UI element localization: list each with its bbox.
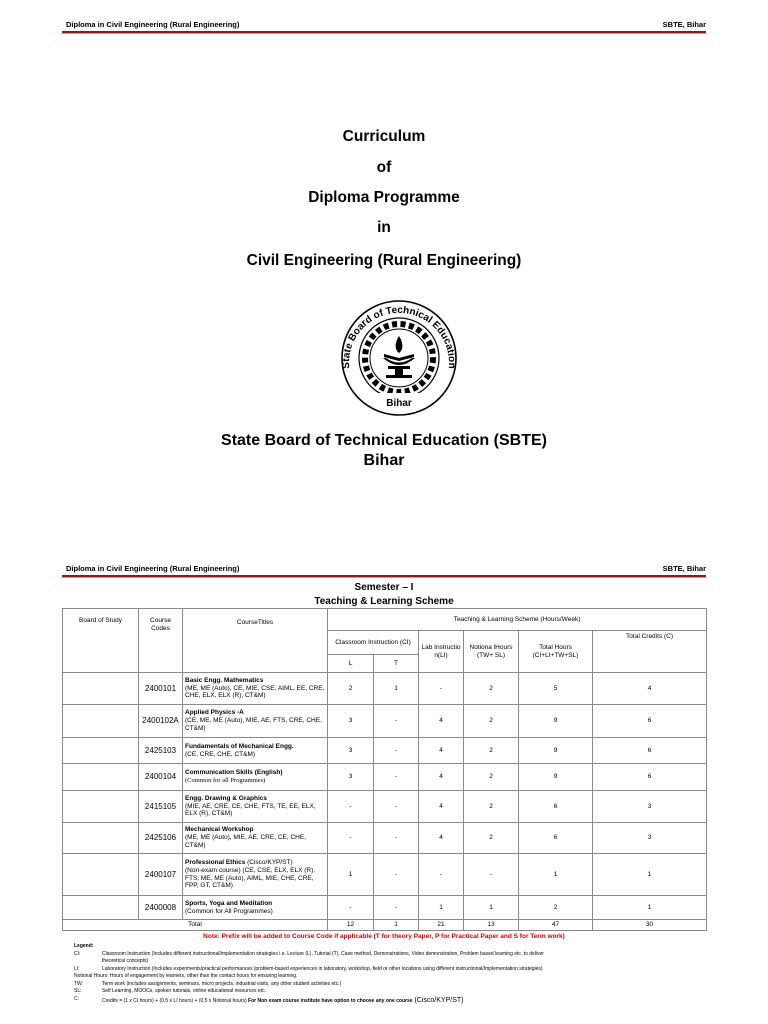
- page1-header: [66, 20, 706, 29]
- cell-nh: 2: [464, 673, 519, 705]
- cell-th: 5: [519, 673, 593, 705]
- cell-t: 1: [374, 673, 419, 705]
- table-row: [63, 673, 707, 705]
- course-code: 2425106: [139, 823, 183, 854]
- cell-c: 3: [593, 791, 707, 823]
- legend-tw-text: Term work (includes assignments, seminars, micro projects, industrial visits, any other student activities etc.): [102, 980, 342, 987]
- cover-title-line-2: of: [376, 159, 392, 176]
- table-row: [63, 705, 707, 738]
- total-c: 30: [593, 920, 707, 931]
- total-nh: 13: [464, 920, 519, 931]
- cell-l: -: [328, 896, 374, 920]
- cell-th: 2: [519, 896, 593, 920]
- header-course-titles: CourseTitles: [183, 609, 328, 673]
- page2-header: [66, 564, 706, 573]
- header-teaching-scheme: Teaching & Learning Scheme (Hours/Week): [328, 609, 707, 631]
- legend-sl-text: Self Learning, MOOCs, spoken tutorials, online educational resources etc.: [102, 988, 266, 994]
- legend-title: Legend:: [74, 943, 94, 949]
- course-programmes: (CE, CRE, CHE, CT&M): [185, 750, 256, 758]
- cell-nh: 2: [464, 823, 519, 854]
- cell-c: 6: [593, 764, 707, 791]
- cell-l: 3: [328, 764, 374, 791]
- cell-c: 1: [593, 854, 707, 896]
- course-programmes: (CE, ME, ME (Auto), MIE, AE, FTS, CRE, CHE, CT&M): [185, 717, 322, 732]
- course-code: 2400008: [139, 896, 183, 920]
- header-classroom-instruction: Classroom Instruction (CI): [328, 631, 419, 655]
- course-programmes: (Common for all Programmes): [185, 777, 266, 784]
- course-title-suffix: (Cisco/KYP/ST): [245, 858, 293, 866]
- cell-c: 6: [593, 705, 707, 738]
- cell-nh: -: [464, 854, 519, 896]
- cell-li: 4: [419, 791, 464, 823]
- cell-th: 9: [519, 705, 593, 738]
- cell-li: 4: [419, 738, 464, 764]
- legend-li-key: LI:: [74, 965, 80, 972]
- legend-c-text: Credits = (1 x CI hours) + (0.5 x LI hours) + (0.5 x Notional hours): [102, 997, 247, 1004]
- cell-t: -: [374, 896, 419, 920]
- table-total-row: [63, 920, 707, 931]
- legend-notional-hours: Notional Hours: Hours of engagement by learners, other than the contact hours for ensuring learning.: [74, 973, 298, 979]
- header-notional-hours: Notiona lHours (TW+ SL): [464, 631, 519, 673]
- course-title: Professional Ethics: [185, 858, 246, 866]
- legend: [74, 943, 714, 1006]
- course-title: Engg. Drawing & Graphics: [185, 794, 267, 802]
- header-lab-instruction: Lab Instructio n(LI): [419, 631, 464, 673]
- course-code: 2425103: [139, 738, 183, 764]
- course-programmes: (ME, ME (Auto), CE, MIE, CSE, AIML, EE, CRE, CHE, ELX, ELX (R), CT&M): [185, 684, 325, 700]
- cover-title-line-3: Diploma Programme: [308, 189, 460, 206]
- course-title: Mechanical Workshop: [185, 826, 254, 834]
- cell-th: 9: [519, 738, 593, 764]
- cell-li: -: [419, 673, 464, 705]
- legend-sl-key: SL:: [74, 988, 82, 994]
- cell-l: 1: [328, 854, 374, 896]
- cell-th: 9: [519, 764, 593, 791]
- header-left: Diploma in Civil Engineering (Rural Engineering): [66, 20, 240, 29]
- cell-c: 3: [593, 823, 707, 854]
- header-course-codes: Course Codes: [139, 609, 183, 673]
- cell-nh: 2: [464, 791, 519, 823]
- course-programmes: (Non-exam course) (CE, CSE, ELX, ELX (R), FTS, ME, ME (Auto), AIML, MIE, CHE, CRE, FPP, GT, CT&M): [185, 866, 316, 890]
- cell-nh: 2: [464, 705, 519, 738]
- cell-t: -: [374, 854, 419, 896]
- table-row: [63, 854, 707, 896]
- course-code: 2400104: [139, 764, 183, 791]
- cover-title-line-5: Civil Engineering (Rural Engineering): [246, 252, 522, 269]
- cell-t: -: [374, 705, 419, 738]
- header-total-hours: Total Hours (CI+LI+TW+SL): [519, 631, 593, 673]
- cell-c: 4: [593, 673, 707, 705]
- cell-t: -: [374, 823, 419, 854]
- board-name-line-2: Bihar: [363, 452, 405, 469]
- legend-c-key: C:: [74, 995, 79, 1002]
- cell-li: 1: [419, 896, 464, 920]
- header-rule: [62, 31, 706, 34]
- cell-nh: 1: [464, 896, 519, 920]
- legend-li-text: Laboratory Instruction (Includes experiments/practical performances /problem-based experiences in laboratory, workshop, field or other locations using different instructional/Implementation strategies): [102, 965, 543, 972]
- header-rule: [62, 575, 706, 578]
- course-title: Communication Skills (English): [185, 769, 283, 777]
- course-code: 2400107: [139, 854, 183, 896]
- seal-ring-text: State Board of Technical Education: [340, 304, 458, 369]
- cell-li: 4: [419, 705, 464, 738]
- cell-th: 6: [519, 791, 593, 823]
- legend-c-bold: For Non exam course institute have option to choose any one course: [246, 997, 413, 1004]
- course-code: 2415105: [139, 791, 183, 823]
- legend-c-tail: (Cisco/KYP/ST): [412, 996, 464, 1004]
- total-label: Total: [63, 920, 328, 931]
- cell-th: 1: [519, 854, 593, 896]
- course-title: Fundamentals of Mechanical Engg.: [185, 742, 294, 750]
- legend-ci-key: CI:: [74, 950, 81, 957]
- course-programmes: (Common for All Programmes): [185, 907, 273, 915]
- header-right: SBTE, Bihar: [662, 20, 706, 29]
- course-title: Sports, Yoga and Meditation: [185, 899, 273, 907]
- cell-li: -: [419, 854, 464, 896]
- table-row: [63, 764, 707, 791]
- semester-title: Semester – I: [354, 582, 414, 593]
- table-row: [63, 823, 707, 854]
- cell-li: 4: [419, 764, 464, 791]
- total-th: 47: [519, 920, 593, 931]
- header-t: T: [374, 655, 419, 673]
- cell-l: 3: [328, 738, 374, 764]
- cell-c: 6: [593, 738, 707, 764]
- legend-ci-text-cont: theoretical concepts): [102, 958, 149, 964]
- cell-c: 1: [593, 896, 707, 920]
- header-right: SBTE, Bihar: [662, 564, 706, 573]
- total-t: 1: [374, 920, 419, 931]
- header-l: L: [328, 655, 374, 673]
- total-li: 21: [419, 920, 464, 931]
- legend-ci-text: Classroom Instruction (Includes different instructional/implementation strategies i.e. Lecture (L), Tutorial (T), Case method, Demonstrations, Video demonstration, Problem based learning etc. to deliver: [102, 950, 544, 957]
- cell-t: -: [374, 791, 419, 823]
- cell-t: -: [374, 764, 419, 791]
- cell-nh: 2: [464, 738, 519, 764]
- legend-tw-key: TW:: [74, 980, 84, 987]
- teaching-scheme-table: [62, 608, 707, 931]
- table-row: [63, 791, 707, 823]
- total-l: 12: [328, 920, 374, 931]
- course-code: 2400101: [139, 673, 183, 705]
- header-left: Diploma in Civil Engineering (Rural Engineering): [66, 564, 240, 573]
- scheme-title: Teaching & Learning Scheme: [314, 596, 454, 607]
- prefix-note: Note: Prefix will be added to Course Code if applicable (T for theory Paper, P for Practical Paper and S for Term work): [203, 933, 565, 940]
- course-programmes: (MIE, AE, CRE, CE, CHE, FTS, TE, EE, ELX, ELX (R), CT&M): [185, 802, 316, 818]
- cell-t: -: [374, 738, 419, 764]
- course-title: Applied Physics -A: [185, 709, 244, 717]
- cell-nh: 2: [464, 764, 519, 791]
- table-row: [63, 738, 707, 764]
- table-row: [63, 896, 707, 920]
- cell-l: -: [328, 791, 374, 823]
- cell-li: 4: [419, 823, 464, 854]
- cell-l: 2: [328, 673, 374, 705]
- cover-title-line-4: in: [377, 219, 391, 236]
- seal-bottom-text: Bihar: [386, 398, 412, 409]
- header-total-credits: Total Credits (C): [593, 631, 707, 673]
- cell-l: 3: [328, 705, 374, 738]
- header-board-of-study: Board of Study: [63, 609, 139, 673]
- cell-th: 6: [519, 823, 593, 854]
- board-name-line-1: State Board of Technical Education (SBTE): [221, 432, 547, 449]
- sbte-seal-logo: [328, 296, 470, 420]
- cover-title-line-1: Curriculum: [342, 128, 426, 145]
- cell-l: -: [328, 823, 374, 854]
- course-programmes: (ME, ME (Auto), MIE, AE, CRE, CE, CHE, CT&M): [185, 834, 306, 849]
- course-code: 2400102A: [139, 705, 183, 738]
- course-title: Basic Engg. Mathematics: [185, 676, 264, 684]
